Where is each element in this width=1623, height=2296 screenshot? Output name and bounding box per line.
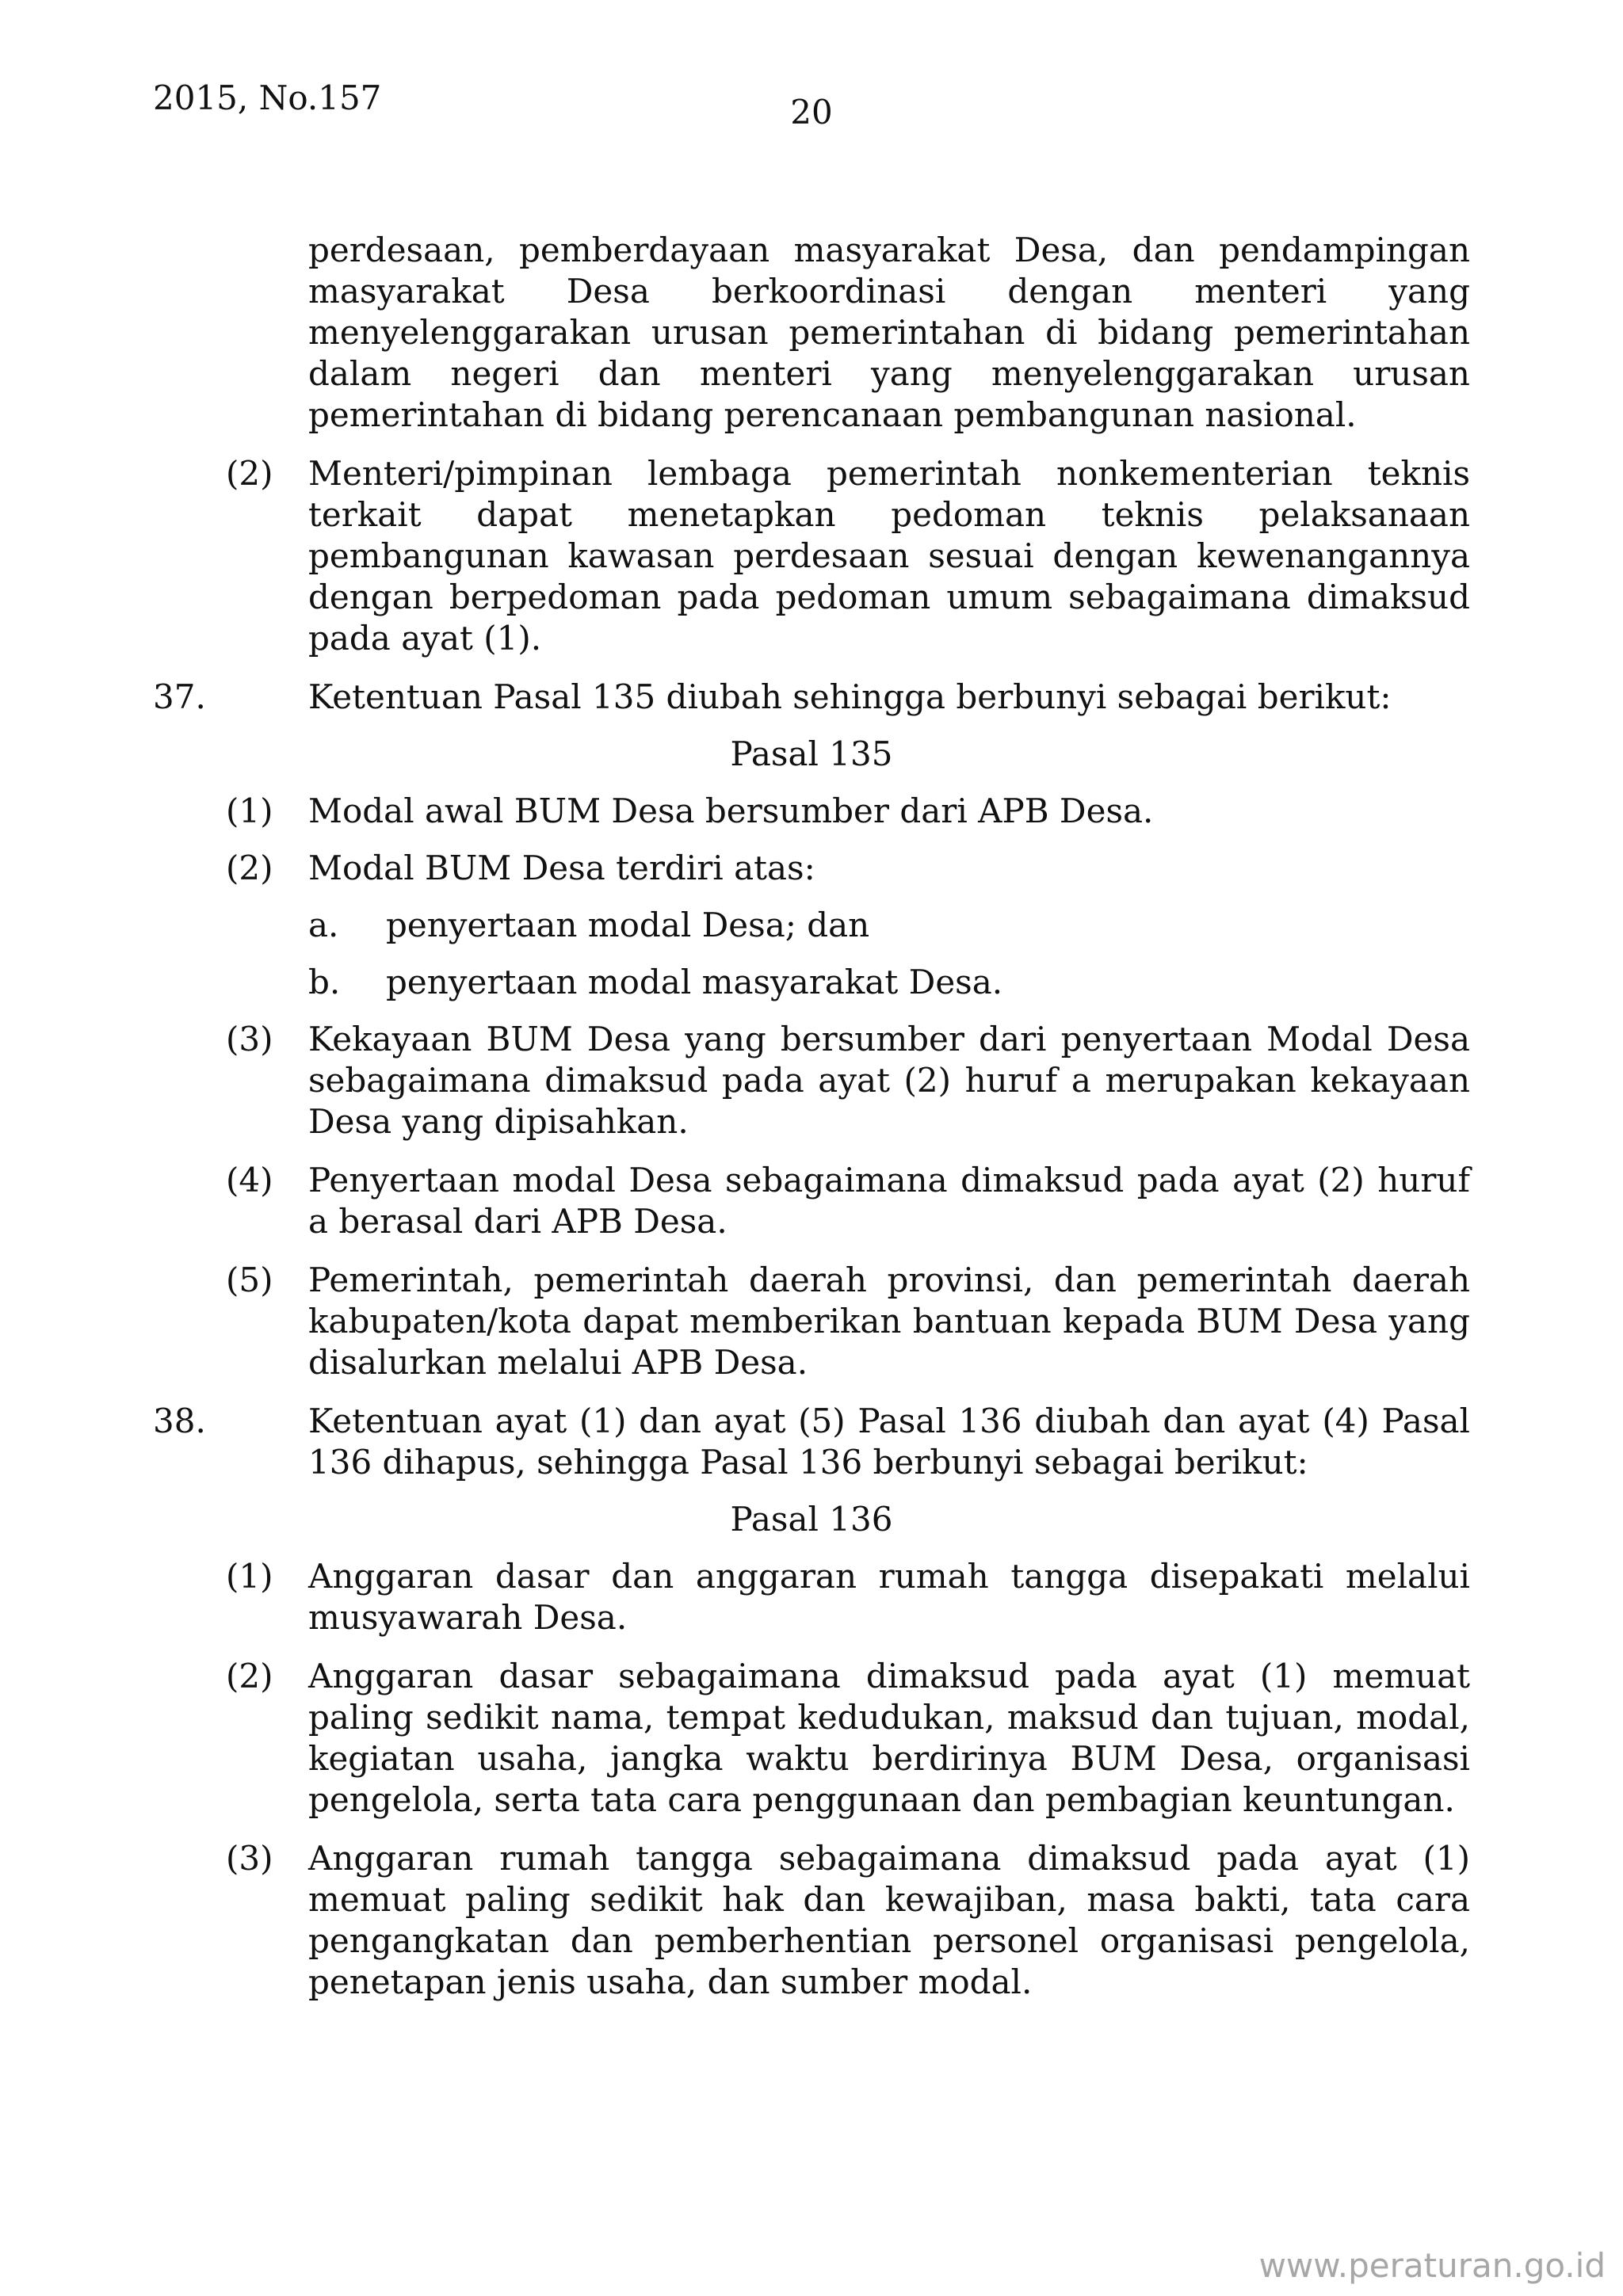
pasal-135-ayat-5 (226, 1260, 1470, 1383)
huruf-text: penyertaan modal masyarakat Desa. (386, 963, 1003, 1001)
ayat-text: Modal awal BUM Desa bersumber dari APB Desa. (308, 791, 1154, 830)
ayat-text: Menteri/pimpinan lembaga pemerintah nonkementerian teknis terkait dapat menetapkan pedoman teknis pelaksanaan pembangunan kawasan perdesaan sesuai dengan kewenangannya dengan berpedoman pada pedoman umum sebagaimana dimaksud pada ayat (1). (308, 454, 1470, 658)
ayat-number: (2) (226, 1657, 273, 1695)
ayat-text: Modal BUM Desa terdiri atas: (308, 849, 815, 887)
pasal-135-title: Pasal 135 (730, 734, 893, 773)
pasal-135-ayat-3 (226, 1019, 1470, 1142)
pasal-135-ayat-1 (226, 791, 1470, 832)
document-body (153, 230, 1470, 2003)
list-item-37 (153, 677, 1470, 718)
intro-paragraph: perdesaan, pemberdayaan masyarakat Desa, dan pendampingan masyarakat Desa berkoordinasi dengan menteri yang menyelenggarakan urusan pemerintahan di bidang pemerintahan dalam negeri dan menteri yang menyelenggarakan urusan pemerintahan di bidang perencanaan pembangunan nasional. (308, 231, 1470, 434)
item-number: 38. (153, 1402, 206, 1440)
item-number: 37. (153, 677, 206, 716)
document-reference: 2015, No.157 (153, 78, 382, 117)
huruf-letter: b. (308, 963, 341, 1001)
pasal-136-ayat-2 (226, 1656, 1470, 1821)
ayat-number: (3) (226, 1020, 273, 1058)
ayat-text: Penyertaan modal Desa sebagaimana dimaksud pada ayat (2) huruf a berasal dari APB Desa. (308, 1161, 1470, 1241)
ayat-2-previous (226, 453, 1470, 659)
ayat-text: Pemerintah, pemerintah daerah provinsi, dan pemerintah daerah kabupaten/kota dapat memberikan bantuan kepada BUM Desa yang disalurkan melalui APB Desa. (308, 1261, 1470, 1382)
ayat-number: (3) (226, 1839, 273, 1878)
item-text: Ketentuan Pasal 135 diubah sehingga berbunyi sebagai berikut: (308, 677, 1392, 716)
ayat-number: (1) (226, 1557, 273, 1596)
pasal-136-ayat-1 (226, 1556, 1470, 1638)
pasal-136-title: Pasal 136 (730, 1500, 893, 1539)
ayat-number: (2) (226, 849, 273, 887)
pasal-136-ayat-3 (226, 1838, 1470, 2003)
list-item-38 (153, 1401, 1470, 1483)
huruf-letter: a. (308, 906, 339, 944)
pasal-135-ayat-4 (226, 1160, 1470, 1242)
ayat-text: Anggaran rumah tangga sebagaimana dimaksud pada ayat (1) memuat paling sedikit hak dan kewajiban, masa bakti, tata cara pengangkatan dan pemberhentian personel organisasi pengelola, penetapan jenis usaha, dan sumber modal. (308, 1839, 1470, 2001)
huruf-text: penyertaan modal Desa; dan (386, 906, 870, 944)
ayat-number: (1) (226, 791, 273, 830)
ayat-number: (4) (226, 1161, 273, 1199)
ayat-number: (2) (226, 454, 273, 493)
huruf-a (308, 905, 1470, 946)
page-number: 20 (790, 93, 833, 132)
ayat-text: Anggaran dasar dan anggaran rumah tangga disepakati melalui musyawarah Desa. (308, 1557, 1470, 1637)
ayat-number: (5) (226, 1261, 273, 1299)
huruf-b (308, 962, 1470, 1003)
pasal-135-ayat-2 (226, 848, 1470, 889)
item-text: Ketentuan ayat (1) dan ayat (5) Pasal 136 diubah dan ayat (4) Pasal 136 dihapus, sehingga Pasal 136 berbunyi sebagai berikut: (308, 1402, 1470, 1482)
ayat-text: Anggaran dasar sebagaimana dimaksud pada ayat (1) memuat paling sedikit nama, tempat kedudukan, maksud dan tujuan, modal, kegiatan usaha, jangka waktu berdirinya BUM Desa, organisasi pengelola, serta tata cara penggunaan dan pembagian keuntungan. (308, 1657, 1470, 1819)
website-watermark: www.peraturan.go.id (1258, 2246, 1606, 2285)
ayat-text: Kekayaan BUM Desa yang bersumber dari penyertaan Modal Desa sebagaimana dimaksud pada ayat (2) huruf a merupakan kekayaan Desa yang dipisahkan. (308, 1020, 1470, 1141)
